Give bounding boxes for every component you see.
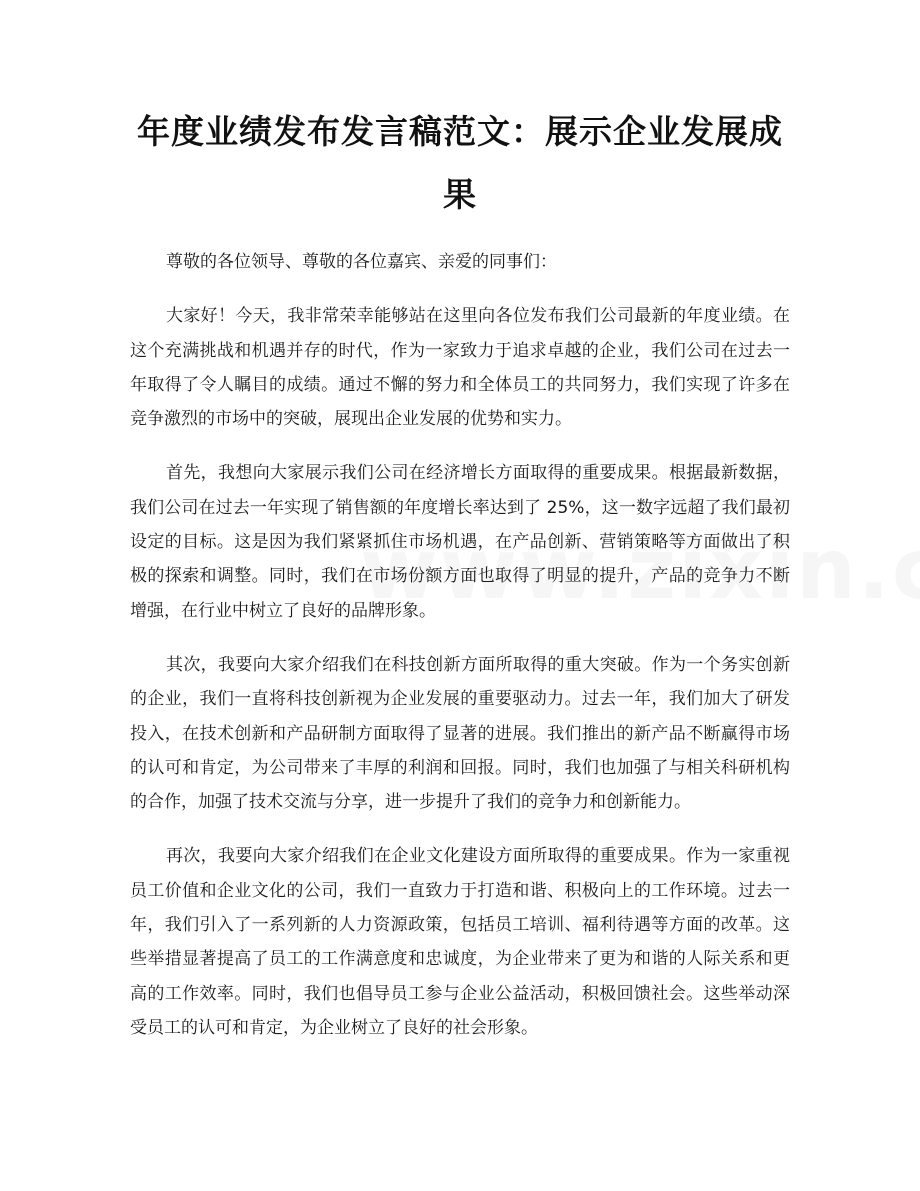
- body-paragraph: 再次，我要向大家介绍我们在企业文化建设方面所取得的重要成果。作为一家重视员工价值和企业文化的公司，我们一直致力于打造和谐、积极向上的工作环境。过去一年，我们引入了一系列新的人力资源政策，包括员工培训、福利待遇等方面的改革。这些举措显著提高了员工的工作满意度和忠诚度，为企业带来了更为和谐的人际关系和更高的工作效率。同时，我们也倡导员工参与企业公益活动，积极回馈社会。这些举动深受员工的认可和肯定，为企业树立了良好的社会形象。: [130, 846, 790, 1038]
- body-paragraph: 其次，我要向大家介绍我们在科技创新方面所取得的重大突破。作为一个务实创新的企业，我们一直将科技创新视为企业发展的重要驱动力。过去一年，我们加大了研发投入，在技术创新和产品研制方面取得了显著的进展。我们推出的新产品不断赢得市场的认可和肯定，为公司带来了丰厚的利润和回报。同时，我们也加强了与相关科研机构的合作，加强了技术交流与分享，进一步提升了我们的竞争力和创新能力。: [130, 654, 790, 813]
- page-title: 年度业绩发布发言稿范文：展示企业发展成果: [137, 112, 783, 214]
- document-body: [130, 245, 790, 1065]
- salutation-paragraph: 尊敬的各位领导、尊敬的各位嘉宾、亲爱的同事们：: [166, 252, 557, 272]
- body-paragraph: 大家好！今天，我非常荣幸能够站在这里向各位发布我们公司最新的年度业绩。在这个充满挑战和机遇并存的时代，作为一家致力于追求卓越的企业，我们公司在过去一年取得了令人瞩目的成绩。通过不懈的努力和全体员工的共同努力，我们实现了许多在竞争激烈的市场中的突破，展现出企业发展的优势和实力。: [130, 306, 790, 430]
- body-paragraph: 首先，我想向大家展示我们公司在经济增长方面取得的重要成果。根据最新数据，我们公司在过去一年实现了销售额的年度增长率达到了 25%，这一数字远超了我们最初设定的目标。这是因为我们紧紧抓住市场机遇，在产品创新、营销策略等方面做出了积极的探索和调整。同时，我们在市场份额方面也取得了明显的提升，产品的竞争力不断增强，在行业中树立了良好的品牌形象。: [130, 463, 790, 621]
